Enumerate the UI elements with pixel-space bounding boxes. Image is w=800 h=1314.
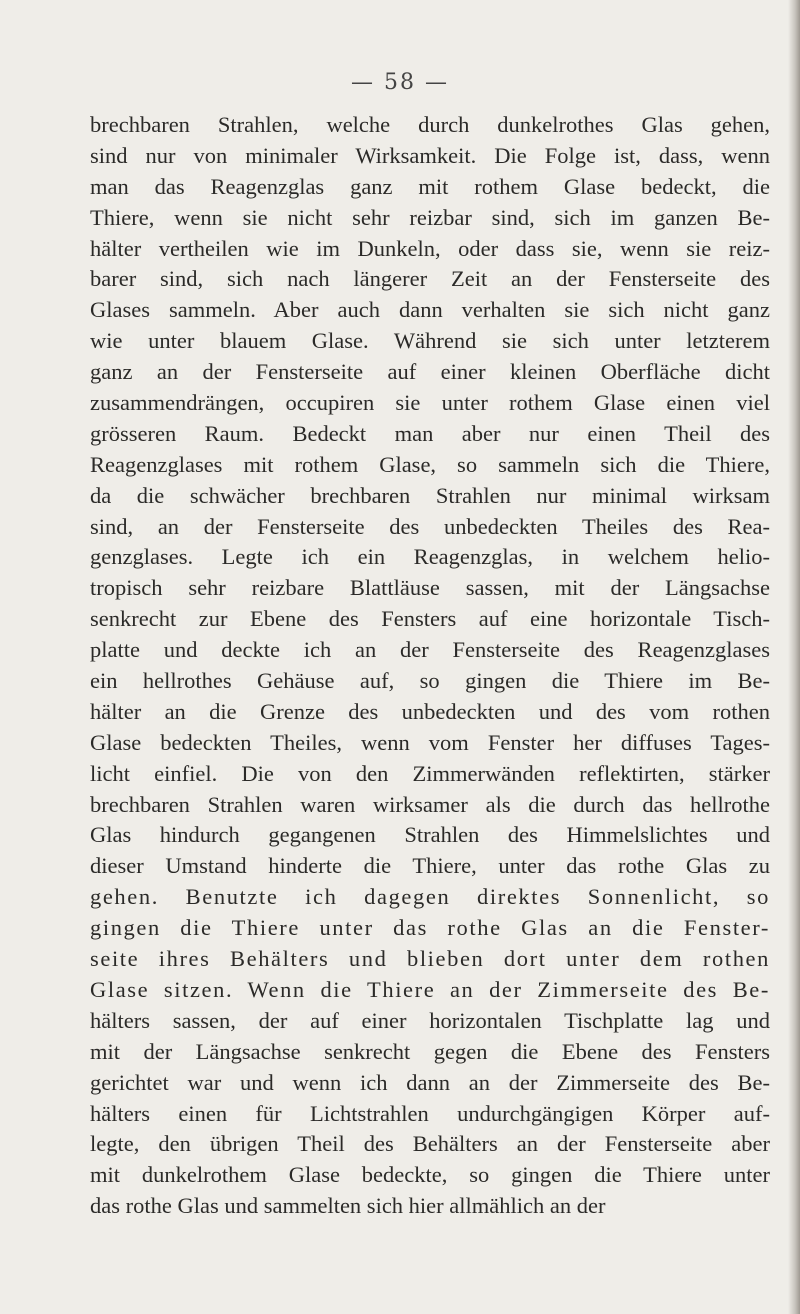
text-line: gingen die Thiere unter das rothe Glas an die Fenster- bbox=[90, 915, 770, 941]
text-line: seite ihres Behälters und blieben dort unter dem rothen bbox=[90, 946, 770, 972]
text-line: Glase sitzen. Wenn die Thiere an der Zimmerseite des Be- bbox=[90, 976, 770, 1002]
text-line: hälter vertheilen wie im Dunkeln, oder dass sie, wenn sie reiz- bbox=[90, 235, 770, 261]
text-line: grösseren Raum. Bedeckt man aber nur einen Theil des bbox=[90, 420, 770, 446]
text-line: hälters sassen, der auf einer horizontalen Tischplatte lag und bbox=[90, 1007, 770, 1033]
text-line: legte, den übrigen Theil des Behälters an der Fensterseite aber bbox=[90, 1131, 770, 1157]
text-line: dieser Umstand hinderte die Thiere, unter das rothe Glas zu bbox=[90, 853, 770, 879]
text-line: gerichtet war und wenn ich dann an der Zimmerseite des Be- bbox=[90, 1069, 770, 1095]
text-line: man das Reagenzglas ganz mit rothem Glase bedeckt, die bbox=[90, 173, 770, 199]
text-line: Glases sammeln. Aber auch dann verhalten sie sich nicht ganz bbox=[90, 297, 770, 323]
text-line: senkrecht zur Ebene des Fensters auf eine horizontale Tisch- bbox=[90, 606, 770, 632]
page-number: — 58 — bbox=[351, 70, 449, 95]
text-line: sind nur von minimaler Wirksamkeit. Die Folge ist, dass, wenn bbox=[90, 142, 770, 168]
text-line: barer sind, sich nach längerer Zeit an der Fensterseite des bbox=[90, 266, 770, 292]
text-line: licht einfiel. Die von den Zimmerwänden reflektirten, stärker bbox=[90, 760, 770, 786]
text-line: da die schwächer brechbaren Strahlen nur minimal wirksam bbox=[90, 482, 770, 508]
text-line: platte und deckte ich an der Fensterseite des Reagenzglases bbox=[90, 637, 770, 663]
text-line: ganz an der Fensterseite auf einer kleinen Oberfläche dicht bbox=[90, 359, 770, 385]
text-line: tropisch sehr reizbare Blattläuse sassen, mit der Längsachse bbox=[90, 575, 770, 601]
text-line: Glas hindurch gegangenen Strahlen des Himmelslichtes und bbox=[90, 822, 770, 848]
text-line: Reagenzglases mit rothem Glase, so sammeln sich die Thiere, bbox=[90, 451, 770, 477]
text-line: Thiere, wenn sie nicht sehr reizbar sind, sich im ganzen Be- bbox=[90, 204, 770, 230]
page-edge-shadow bbox=[788, 0, 800, 1314]
text-line: hälters einen für Lichtstrahlen undurchgängigen Körper auf- bbox=[90, 1100, 770, 1126]
text-line: wie unter blauem Glase. Während sie sich unter letzterem bbox=[90, 328, 770, 354]
text-line: zusammendrängen, occupiren sie unter rothem Glase einen viel bbox=[90, 390, 770, 416]
text-line: gehen. Benutzte ich dagegen direktes Sonnenlicht, so bbox=[90, 884, 770, 910]
text-line: das rothe Glas und sammelten sich hier allmählich an der bbox=[90, 1193, 606, 1219]
text-line: sind, an der Fensterseite des unbedeckten Theiles des Rea- bbox=[90, 513, 770, 539]
text-line: mit dunkelrothem Glase bedeckte, so gingen die Thiere unter bbox=[90, 1162, 770, 1188]
text-line: Glase bedeckten Theiles, wenn vom Fenster her diffuses Tages- bbox=[90, 729, 770, 755]
text-line: brechbaren Strahlen, welche durch dunkelrothes Glas gehen, bbox=[90, 112, 770, 137]
text-line: genzglases. Legte ich ein Reagenzglas, in welchem helio- bbox=[90, 544, 770, 570]
body-text bbox=[90, 110, 770, 1222]
text-line: ein hellrothes Gehäuse auf, so gingen die Thiere im Be- bbox=[90, 668, 770, 694]
text-line: mit der Längsachse senkrecht gegen die Ebene des Fensters bbox=[90, 1038, 770, 1064]
text-line: brechbaren Strahlen waren wirksamer als die durch das hellrothe bbox=[90, 791, 770, 817]
text-line: hälter an die Grenze des unbedeckten und des vom rothen bbox=[90, 698, 770, 724]
